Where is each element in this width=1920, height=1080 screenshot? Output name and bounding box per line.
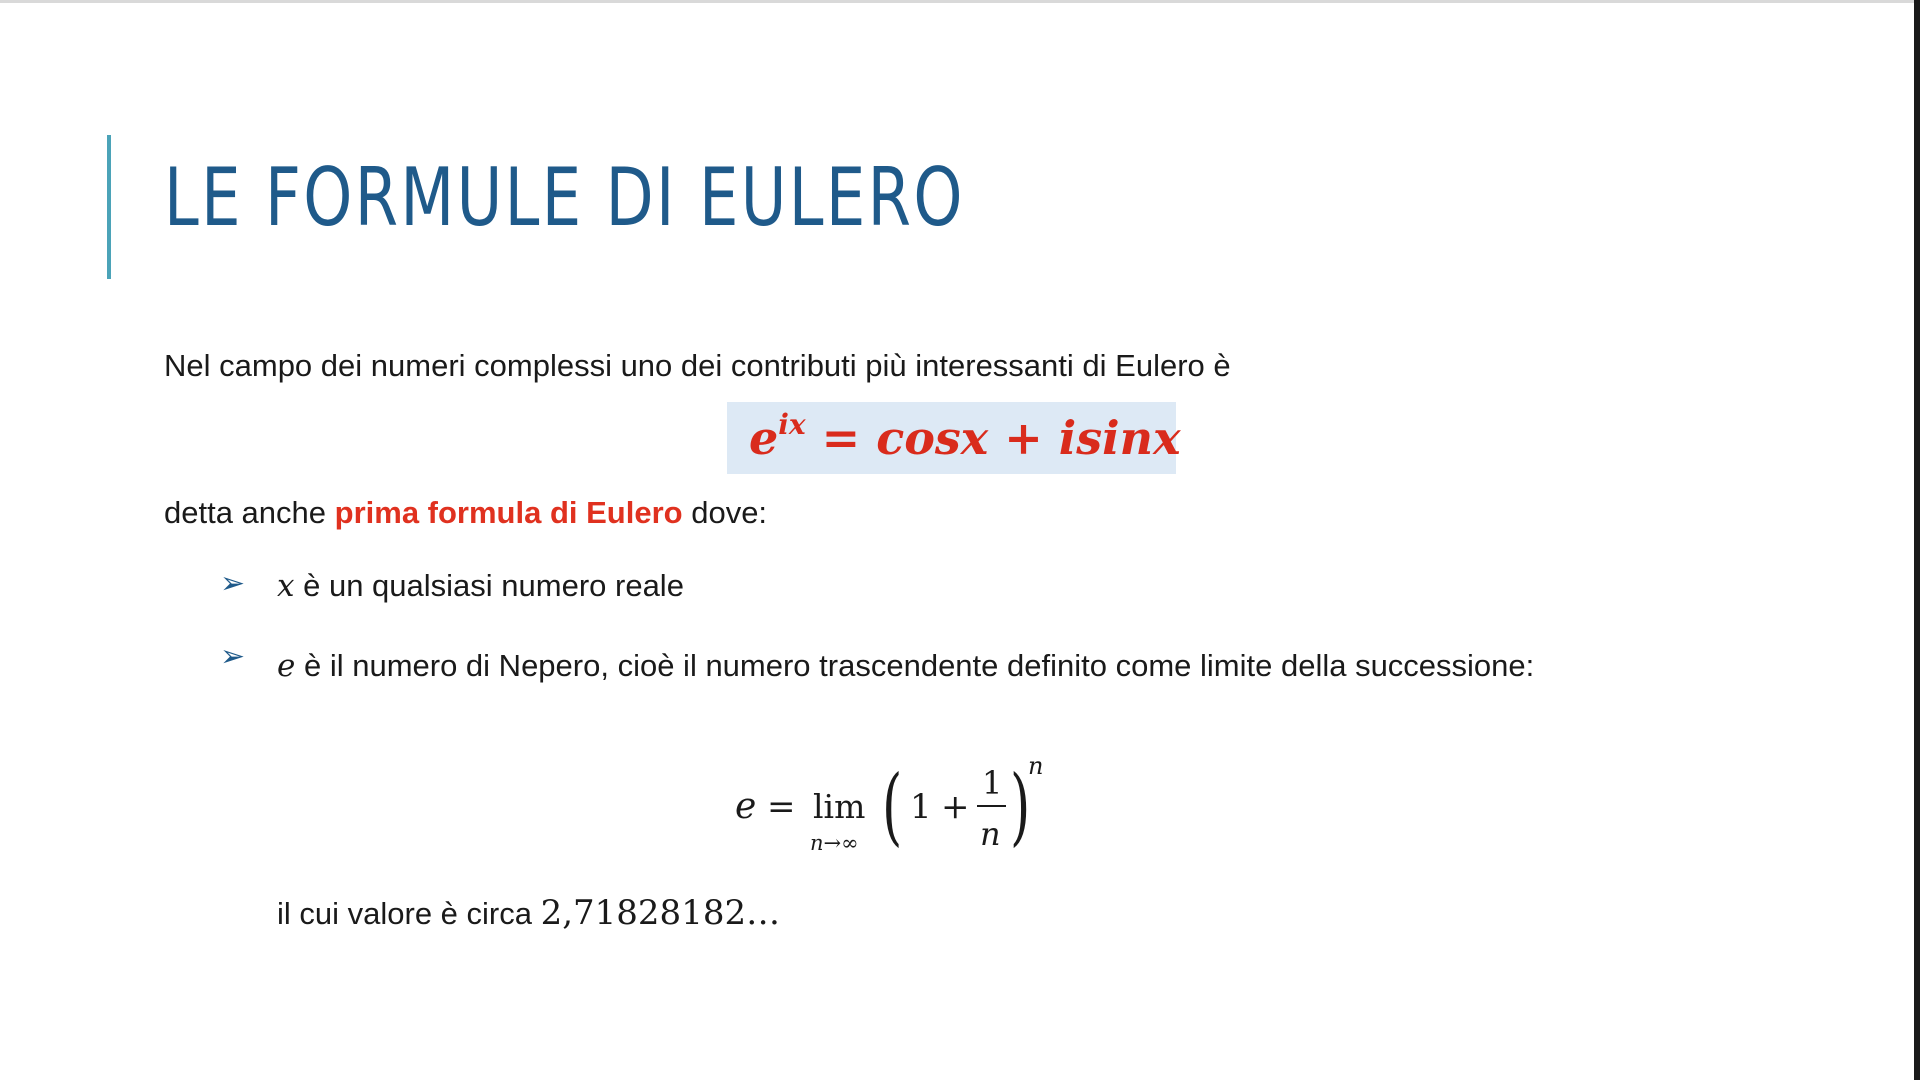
- limit-lim: lim: [813, 787, 866, 826]
- right-paren: ): [1010, 758, 1031, 856]
- slide-title: LE FORMULE DI EULERO: [164, 151, 965, 244]
- bullet-arrow-icon: ➢: [220, 639, 246, 674]
- title-accent-bar: [107, 135, 111, 279]
- value-line: [277, 893, 780, 933]
- formula-base: e: [749, 411, 779, 465]
- bullet-arrow-icon: ➢: [220, 566, 246, 601]
- left-paren: (: [882, 758, 903, 856]
- value-label: il cui valore è circa: [277, 896, 541, 931]
- limit-plus: +: [941, 787, 970, 827]
- limit-formula: [730, 750, 1070, 870]
- bullet-item-2: [277, 641, 1537, 691]
- fraction-denominator: n: [980, 815, 1001, 853]
- value-number: 2,71828182…: [540, 893, 781, 933]
- intro-text: Nel campo dei numeri complessi uno dei contributi più interessanti di Eulero è: [164, 348, 1231, 383]
- limit-one: 1: [910, 787, 932, 827]
- formula-rhs: = cosx + isinx: [805, 411, 1181, 465]
- limit-exponent: n: [1028, 752, 1044, 780]
- euler-formula: [749, 408, 1181, 465]
- bullet-text-1: è un qualsiasi numero reale: [294, 568, 684, 603]
- detta-before: detta anche: [164, 495, 335, 530]
- detta-highlight: prima formula di Eulero: [334, 495, 683, 530]
- bullet-text-2: è il numero di Nepero, cioè il numero trascendente definito come limite della successione:: [295, 648, 1535, 683]
- limit-lhs: e: [735, 786, 757, 827]
- right-edge: [1914, 0, 1920, 1080]
- top-border: [0, 0, 1920, 3]
- detta-line: [164, 495, 767, 531]
- bullet-var-x: x: [277, 568, 295, 604]
- detta-after: dove:: [682, 495, 768, 530]
- bullet-item-1: [277, 568, 684, 604]
- limit-subscript: n→∞: [810, 831, 859, 855]
- fraction-numerator: 1: [982, 764, 1003, 802]
- bullet-var-e: e: [277, 648, 296, 684]
- formula-exponent: ix: [778, 408, 806, 441]
- limit-equals: =: [767, 787, 796, 827]
